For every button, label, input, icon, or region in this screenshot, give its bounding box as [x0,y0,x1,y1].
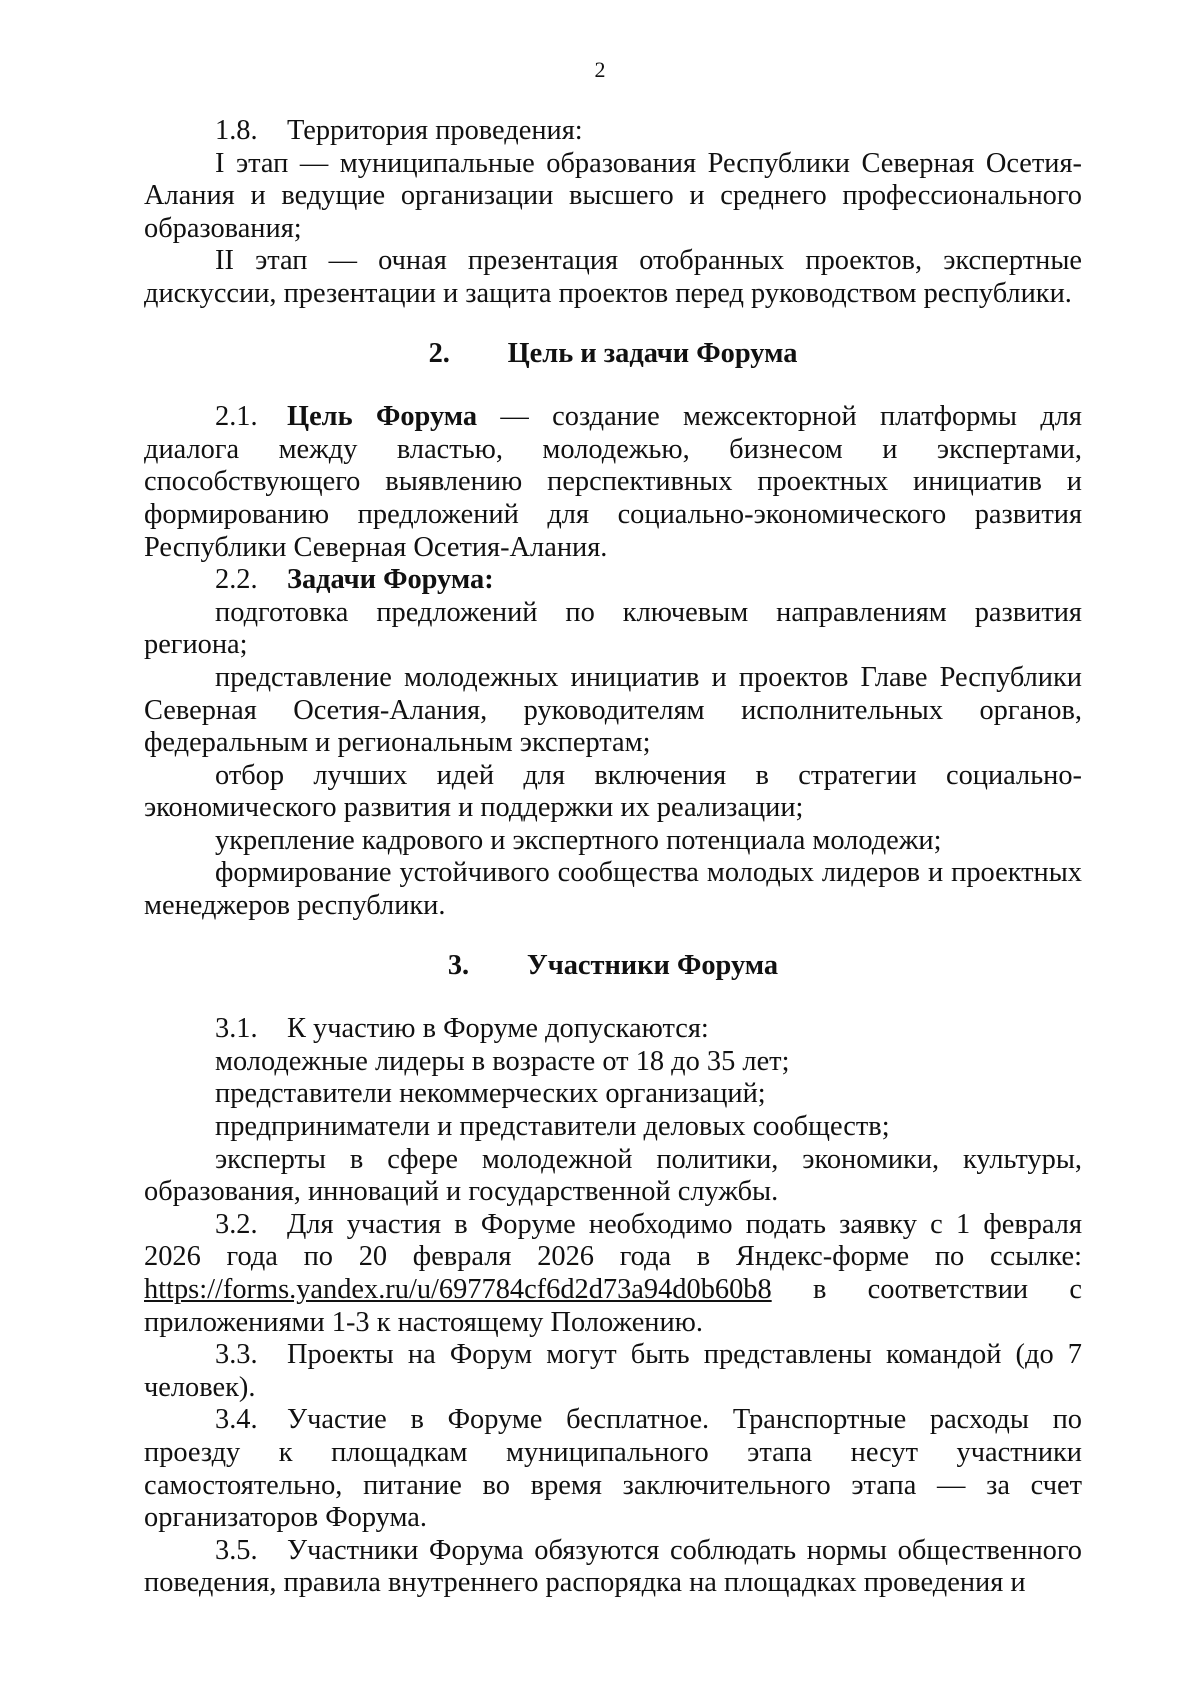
task-item: формирование устойчивого сообщества молодых лидеров и проектных менеджеров республики. [144,857,1082,922]
paragraph-3-2 [144,1209,1082,1339]
task-item: укрепление кадрового и экспертного потенциала молодежи; [215,824,942,856]
clause-text: Участие в Форуме бесплатное. Транспортные расходы по проезду к площадкам муниципального этапа несут участники самостоятельно, питание во время заключительного этапа — за счет организаторов Форума. [144,1404,1082,1534]
clause-text: Проекты на Форум могут быть представлены командой (до 7 человек). [144,1339,1082,1403]
paragraph-2-1 [144,401,1082,564]
section-title: Цель и задачи Форума [507,337,798,369]
participant-item: эксперты в сфере молодежной политики, экономики, культуры, образования, инноваций и государственной службы. [144,1143,1082,1208]
paragraph-3-4 [144,1404,1082,1534]
clause-text: Для участия в Форуме необходимо подать заявку с 1 февраля 2026 года по 20 февраля 2026 года в Яндекс-форме по ссылке: [144,1208,1082,1273]
clause-number: 3.4. [215,1404,258,1436]
section-title: Участники Форума [526,949,779,981]
participant-item: представители некоммерческих организаций; [215,1078,766,1110]
clause-number: 2.2. [215,564,258,596]
clause-text: К участию в Форуме допускаются: [287,1013,709,1045]
clause-bold-term: Задачи Форума: [287,564,494,596]
clause-number: 3.1. [215,1013,258,1045]
clause-number: 3.5. [215,1534,258,1566]
clause-text: Участники Форума обязуются соблюдать нормы общественного поведения, правила внутреннего распорядка на площадках проведения и [144,1534,1082,1599]
clause-text: — создание межсекторной платформы для диалога между властью, молодежью, бизнесом и экспертами, способствующего выявлению перспективных проектных инициатив и формированию предложений для социально-экономического развития Республики Северная Осетия-Алания. [144,401,1082,563]
paragraph-1-8 [144,115,1082,148]
section-heading-2 [144,338,1082,371]
section-heading-3 [144,950,1082,983]
section-number: 2. [428,337,450,369]
task-item: подготовка предложений по ключевым направлениям развития региона; [144,596,1082,661]
task-item: отбор лучших идей для включения в стратегии социально-экономического развития и поддержки их реализации; [144,759,1082,824]
application-form-link[interactable]: https://forms.yandex.ru/u/697784cf6d2d73a94d0b60b8 [144,1274,772,1305]
section-number: 3. [447,949,470,981]
clause-text: в соответствии с приложениями 1-3 к настоящему Положению. [144,1274,1082,1338]
paragraph-stage-2: II этап — очная презентация отобранных проектов, экспертные дискуссии, презентации и защита проектов перед руководством республики. [144,245,1082,309]
clause-text: Территория проведения: [287,115,583,146]
paragraph-2-2 [144,564,1082,597]
task-item: представление молодежных инициатив и проектов Главе Республики Северная Осетия-Алания, руководителям исполнительных органов, федеральным и региональным экспертам; [144,661,1082,759]
participant-item: предприниматели и представители деловых сообществ; [215,1111,890,1143]
clause-number: 2.1. [215,401,258,433]
participant-item: молодежные лидеры в возрасте от 18 до 35 лет; [215,1045,790,1077]
paragraph-3-1 [144,1013,1082,1046]
clause-number: 3.2. [215,1208,258,1240]
clause-number: 3.3. [215,1339,258,1371]
clause-bold-term: Цель Форума [287,401,478,433]
page-number: 2 [594,57,606,82]
paragraph-3-5 [144,1535,1082,1600]
clause-number: 1.8. [215,115,258,146]
paragraph-stage-1: I этап — муниципальные образования Республики Северная Осетия-Алания и ведущие организации высшего и среднего профессионального образования; [144,147,1082,244]
document-body [144,115,1082,1600]
paragraph-3-3 [144,1339,1082,1404]
